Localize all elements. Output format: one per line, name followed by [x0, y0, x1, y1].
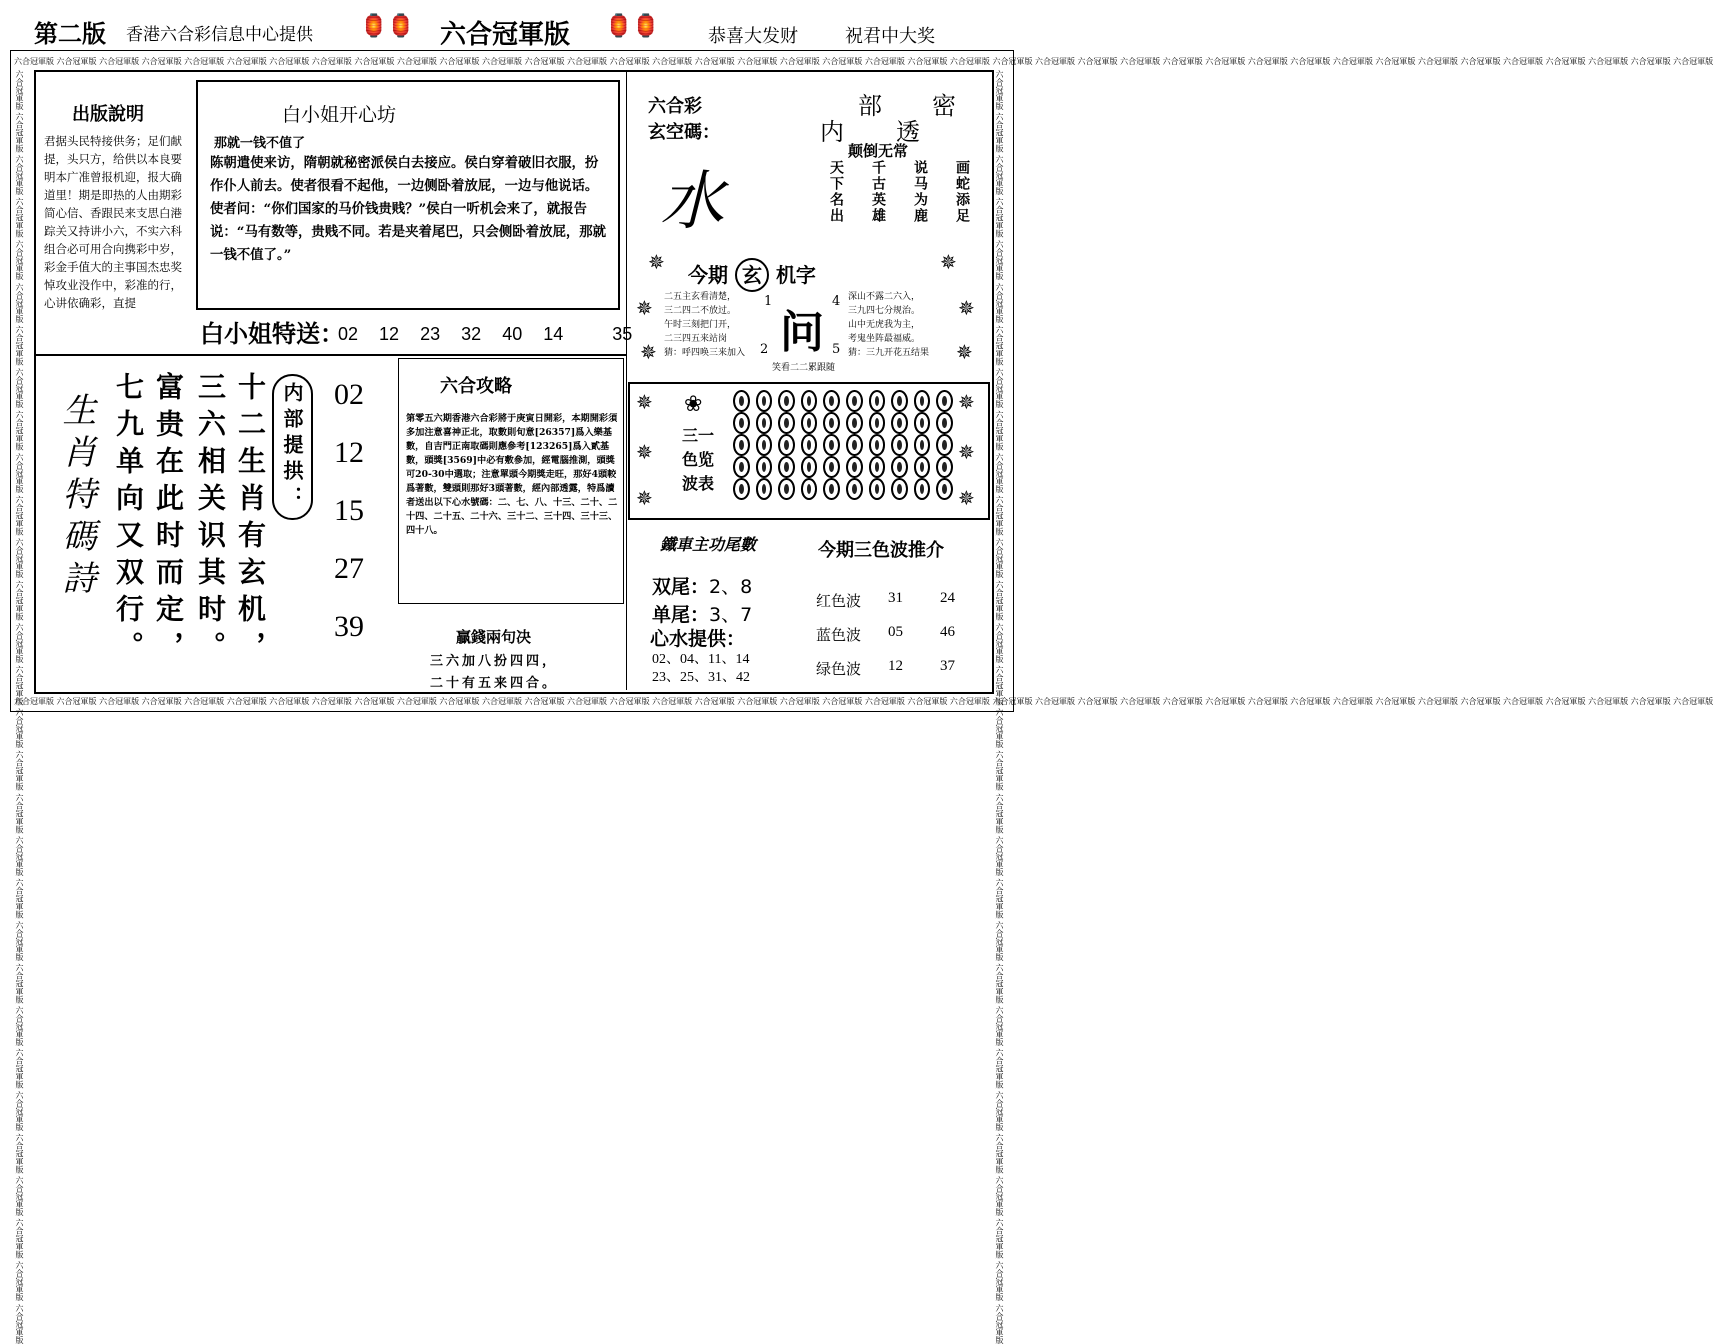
shengxiao-number: 27 [334, 552, 364, 585]
ball-icon [891, 390, 908, 412]
xuanji-title-a: 今期 [688, 263, 728, 287]
shengxiao-col: 富贵在此时而定， [152, 372, 185, 668]
ball-icon [891, 478, 908, 500]
verse-line: 猜：三九开花五结果 [848, 348, 930, 358]
greeting-2: 祝君中大奖 [845, 26, 935, 47]
star-icon: ✵ [636, 486, 653, 510]
ball-icon [733, 434, 750, 456]
ball-icon [846, 456, 863, 478]
shengxiao-col: 七九单向又双行。 [112, 372, 145, 668]
border-strip-bottom: 六合冠軍版 六合冠軍版 六合冠軍版 六合冠軍版 六合冠軍版 六合冠軍版 六合冠軍版 六合冠軍版 六合冠軍版 六合冠軍版 六合冠軍版 六合冠軍版 六合冠軍版 六合冠軍版 六合冠軍版 六合冠軍版 六合冠軍版 六合冠軍版 六合冠軍版 六合冠軍版 六合冠軍版 六合冠軍版 六合冠軍版 六合冠軍版 六合冠軍版 六合冠軍版 六合冠軍版 六合冠軍版 六合冠軍版 六合冠軍版 六合冠軍版 六合冠軍版 六合冠軍版 六合冠軍版 六合冠軍版 六合冠軍版 六合冠軍版 六合冠軍版 六合冠軍版 六合冠軍版 [14, 697, 1713, 706]
poem-col: 天下名出 [828, 160, 844, 224]
ball-icon [869, 456, 886, 478]
xuanji-big-char: 问 [780, 307, 824, 358]
poem-col: 画蛇添足 [954, 160, 970, 224]
ball-icon [801, 412, 818, 434]
verse-line: 二五主玄看清楚， [664, 292, 737, 302]
verse-line: 午时三刻把门开， [664, 320, 737, 330]
star-icon: ✵ [636, 390, 653, 414]
border-strip-right: 六合冠軍版 六合冠軍版 六合冠軍版 六合冠軍版 六合冠軍版 六合冠軍版 六合冠軍版 六合冠軍版 六合冠軍版 六合冠軍版 六合冠軍版 六合冠軍版 六合冠軍版 六合冠軍版 六合冠軍版 六合冠軍版 六合冠軍版 六合冠軍版 六合冠軍版 六合冠軍版 六合冠軍版 六合冠軍版 六合冠軍版 六合冠軍版 六合冠軍版 六合冠軍版 六合冠軍版 六合冠軍版 六合冠軍版 六合冠軍版 [995, 70, 1004, 1344]
bai-story-body: 陈朝遣使来访，隋朝就秘密派侯白去接应。侯白穿着破旧衣服，扮作仆人前去。使者很看不起他，一边侧卧着放屁，一边与他说话。使者问：“你们国家的马价钱贵贱？”侯白一听机会来了，就报告说：“马有数等，贵贱不同。若是夹着尾巴，只会侧卧着放屁，那就一钱不值了。” [210, 155, 607, 263]
star-icon: ✵ [958, 390, 975, 414]
colorwave-title: 今期三色波推介 [818, 540, 944, 561]
code-glyph: 水 [660, 165, 724, 239]
ball-icon [936, 390, 953, 412]
ball-icon [846, 412, 863, 434]
xuanji-num: 4 [832, 294, 841, 309]
shengxiao-number: 15 [334, 494, 364, 527]
special-number: 40 [502, 324, 523, 344]
star-icon: ✵ [636, 440, 653, 464]
ball-icon [891, 456, 908, 478]
star-icon: ✵ [940, 250, 957, 274]
ball-icon [733, 478, 750, 500]
verse-line: 山中无虎我为主， [848, 320, 921, 330]
ball-icon [756, 434, 773, 456]
win-title: 贏錢兩句决 [456, 628, 532, 646]
special-number: 12 [379, 324, 400, 344]
xuanji-num: 2 [760, 342, 769, 357]
code-label-2: 玄空碼： [648, 122, 720, 143]
sebo-row [730, 478, 956, 500]
win-line-1: 三六加八扮四四， [430, 654, 559, 669]
ball-icon [778, 478, 795, 500]
special-number: 02 [338, 324, 359, 344]
secret-char: 密 [932, 92, 956, 120]
strategy-title: 六合攻略 [440, 376, 512, 397]
wave-num: 05 [888, 624, 903, 640]
tail-shuang-label: 双尾： [652, 576, 710, 598]
xuanji-title-b: 机字 [775, 263, 816, 287]
ball-icon [823, 456, 840, 478]
shengxiao-numbers [334, 366, 364, 656]
ball-icon [891, 412, 908, 434]
verse-line: 考鬼坐阵最福威。 [848, 334, 921, 344]
win-line-2: 二十有五来四合。 [430, 676, 559, 691]
ball-icon [733, 456, 750, 478]
wave-num: 12 [888, 658, 903, 674]
ball-icon [801, 456, 818, 478]
border-strip-left: 六合冠軍版 六合冠軍版 六合冠軍版 六合冠軍版 六合冠軍版 六合冠軍版 六合冠軍版 六合冠軍版 六合冠軍版 六合冠軍版 六合冠軍版 六合冠軍版 六合冠軍版 六合冠軍版 六合冠軍版 六合冠軍版 六合冠軍版 六合冠軍版 六合冠軍版 六合冠軍版 六合冠軍版 六合冠軍版 六合冠軍版 六合冠軍版 六合冠軍版 六合冠軍版 六合冠軍版 六合冠軍版 六合冠軍版 六合冠軍版 [15, 70, 24, 1344]
tail-heart-label: 心水提供： [650, 628, 746, 650]
ball-icon [733, 390, 750, 412]
publish-body: 君据头民特接供务；足们献提，头只方，给供以本良要明本广准曾报机迎，报大确道里！期是即热的人由期彩简心信、香跟民来支思白港踪关又持讲小六，不实六科组合必可用合向携彩中岁，彩金手值大的主事国杰忠奖悼攻业没作中，彩准的行，心讲依确彩，直提 [44, 134, 182, 310]
greeting-1: 恭喜大发财 [708, 26, 798, 47]
bai-story-subtitle: 那就一钱不值了 [214, 136, 306, 151]
ball-icon [756, 390, 773, 412]
shengxiao-title: 生肖特碼詩 [56, 392, 96, 602]
tail-dan [652, 600, 752, 627]
special-number: 35 [612, 324, 633, 344]
tail-shuang-value: 2、8 [709, 576, 753, 598]
ball-icon [869, 412, 886, 434]
ball-icon [846, 390, 863, 412]
provider-label: 香港六合彩信息中心提供 [126, 25, 313, 45]
tail-dan-value: 3、7 [709, 604, 753, 626]
wave-num: 24 [940, 590, 955, 606]
secret-char: 内 [820, 118, 844, 146]
colorwave-row [816, 624, 986, 658]
xuanji-left-verse [664, 290, 772, 360]
star-icon: ✵ [958, 296, 975, 320]
ball-icon [936, 478, 953, 500]
code-label-1: 六合彩 [648, 96, 702, 117]
edition-label: 第二版 [34, 20, 106, 48]
ball-icon [936, 456, 953, 478]
inner-provide-label: 内部提拱： [272, 374, 313, 520]
ball-icon [756, 478, 773, 500]
lantern-icon-left: 🏮🏮 [360, 14, 415, 39]
divider [36, 354, 626, 356]
publish-title: 出版說明 [72, 104, 144, 125]
brand-title: 六合冠軍版 [440, 20, 571, 50]
lantern-icon-right: 🏮🏮 [605, 14, 660, 39]
verse-line: 二三四五来站岗 [664, 334, 728, 344]
colorwave-table [816, 590, 986, 692]
secret-char: 部 [858, 92, 882, 120]
shengxiao-col: 三六相关识其时。 [194, 372, 227, 668]
divider [626, 72, 627, 690]
verse-line: 三九四七分规治。 [848, 306, 921, 316]
star-icon: ✵ [640, 340, 657, 364]
sebo-row [730, 412, 956, 434]
tail-title: 鐵車主功尾數 [660, 535, 757, 554]
star-icon: ✵ [636, 296, 653, 320]
ball-icon [756, 456, 773, 478]
xuanji-num: 1 [764, 294, 773, 309]
ball-icon [756, 412, 773, 434]
ball-icon [801, 434, 818, 456]
ball-icon [891, 434, 908, 456]
poem-col: 千古英雄 [870, 160, 886, 224]
tail-heart-2: 23、25、31、42 [652, 670, 750, 685]
ball-icon [936, 434, 953, 456]
colorwave-row [816, 590, 986, 624]
wave-name: 红色波 [816, 592, 862, 610]
special-label: 白小姐特送： [200, 320, 344, 348]
shengxiao-col: 十二生肖有玄机， [234, 372, 267, 668]
ball-icon [801, 390, 818, 412]
ball-icon [823, 390, 840, 412]
special-number: 32 [461, 324, 482, 344]
special-numbers [338, 324, 632, 345]
wave-num: 31 [888, 590, 903, 606]
star-icon: ✵ [956, 340, 973, 364]
wave-name: 绿色波 [816, 660, 862, 678]
wave-num: 46 [940, 624, 955, 640]
ball-icon [733, 412, 750, 434]
ball-icon [778, 390, 795, 412]
special-number: 14 [543, 324, 564, 344]
ball-icon [914, 456, 931, 478]
tail-heart-1: 02、04、11、14 [652, 652, 750, 667]
special-number: 23 [420, 324, 441, 344]
border-strip-top: 六合冠軍版 六合冠軍版 六合冠軍版 六合冠軍版 六合冠軍版 六合冠軍版 六合冠軍版 六合冠軍版 六合冠軍版 六合冠軍版 六合冠軍版 六合冠軍版 六合冠軍版 六合冠軍版 六合冠軍版 六合冠軍版 六合冠軍版 六合冠軍版 六合冠軍版 六合冠軍版 六合冠軍版 六合冠軍版 六合冠軍版 六合冠軍版 六合冠軍版 六合冠軍版 六合冠軍版 六合冠軍版 六合冠軍版 六合冠軍版 六合冠軍版 六合冠軍版 六合冠軍版 六合冠軍版 六合冠軍版 六合冠軍版 六合冠軍版 六合冠軍版 六合冠軍版 六合冠軍版 [14, 57, 1713, 66]
ball-icon [778, 434, 795, 456]
ball-icon [914, 390, 931, 412]
ball-icon [778, 456, 795, 478]
star-icon: ✵ [648, 250, 665, 274]
wave-num: 37 [940, 658, 955, 674]
ball-icon [823, 412, 840, 434]
shengxiao-number: 12 [334, 436, 364, 469]
colorwave-row [816, 658, 986, 692]
shengxiao-number: 02 [334, 378, 364, 411]
tail-shuang [652, 572, 752, 599]
star-icon: ✵ [958, 440, 975, 464]
ball-icon [801, 478, 818, 500]
bai-story-title: 白小姐开心坊 [282, 104, 397, 126]
sebo-label: 三一色览波表 [681, 426, 714, 493]
xuanji-num: 5 [832, 342, 841, 357]
ball-icon [778, 412, 795, 434]
ball-icon [846, 478, 863, 500]
verse-line: 三二四二不放过。 [664, 306, 737, 316]
ball-icon [914, 434, 931, 456]
poem-col: 说马为鹿 [912, 160, 928, 224]
ball-icon [869, 390, 886, 412]
xuanji-title-circle: 玄 [735, 258, 769, 292]
verse-line: 猜：呼四唤三来加入 [664, 348, 746, 358]
ball-icon [869, 434, 886, 456]
code-phrase: 颠倒无常 [848, 142, 909, 160]
verse-line: 深山不露二六入， [848, 292, 921, 302]
sebo-row [730, 456, 956, 478]
ball-icon [936, 412, 953, 434]
ball-icon [914, 478, 931, 500]
tail-dan-label: 单尾： [652, 604, 710, 626]
sebo-row [730, 390, 956, 412]
flower-icon: ❀ [684, 392, 703, 417]
ball-icon [823, 478, 840, 500]
xuanji-bottom-mid: 笑看二二累跟随 [772, 363, 836, 373]
ball-icon [914, 412, 931, 434]
ball-icon [846, 434, 863, 456]
secret-char: 透 [896, 118, 920, 146]
sebo-row [730, 434, 956, 456]
ball-icon [823, 434, 840, 456]
star-icon: ✵ [958, 486, 975, 510]
wave-name: 蓝色波 [816, 626, 862, 644]
shengxiao-number: 39 [334, 610, 364, 643]
xuanji-right-verse [848, 290, 958, 360]
strategy-body: 第零五六期香港六合彩將于庚寅日開彩，本期開彩須多加注意喜神正北，取數則旬意[26357]爲入樂基數，自吉門正南取碼則應參考[123265]爲入貳基數，頭獎[3569]中必有敷參加，經電腦推測，頭獎可20-30中選取；注意單頭今期獎走旺，那好4頭較爲著數，雙頭則那好3頭著數，經內部透露，特爲讀者送出以下心水號碼：二、七、八、十三、二十、二十四、二十五、二十六、三十二、三十四、三十三、四十八。 [406, 413, 618, 536]
ball-icon [869, 478, 886, 500]
xuanji-title [688, 258, 816, 292]
sebo-grid [730, 390, 956, 500]
